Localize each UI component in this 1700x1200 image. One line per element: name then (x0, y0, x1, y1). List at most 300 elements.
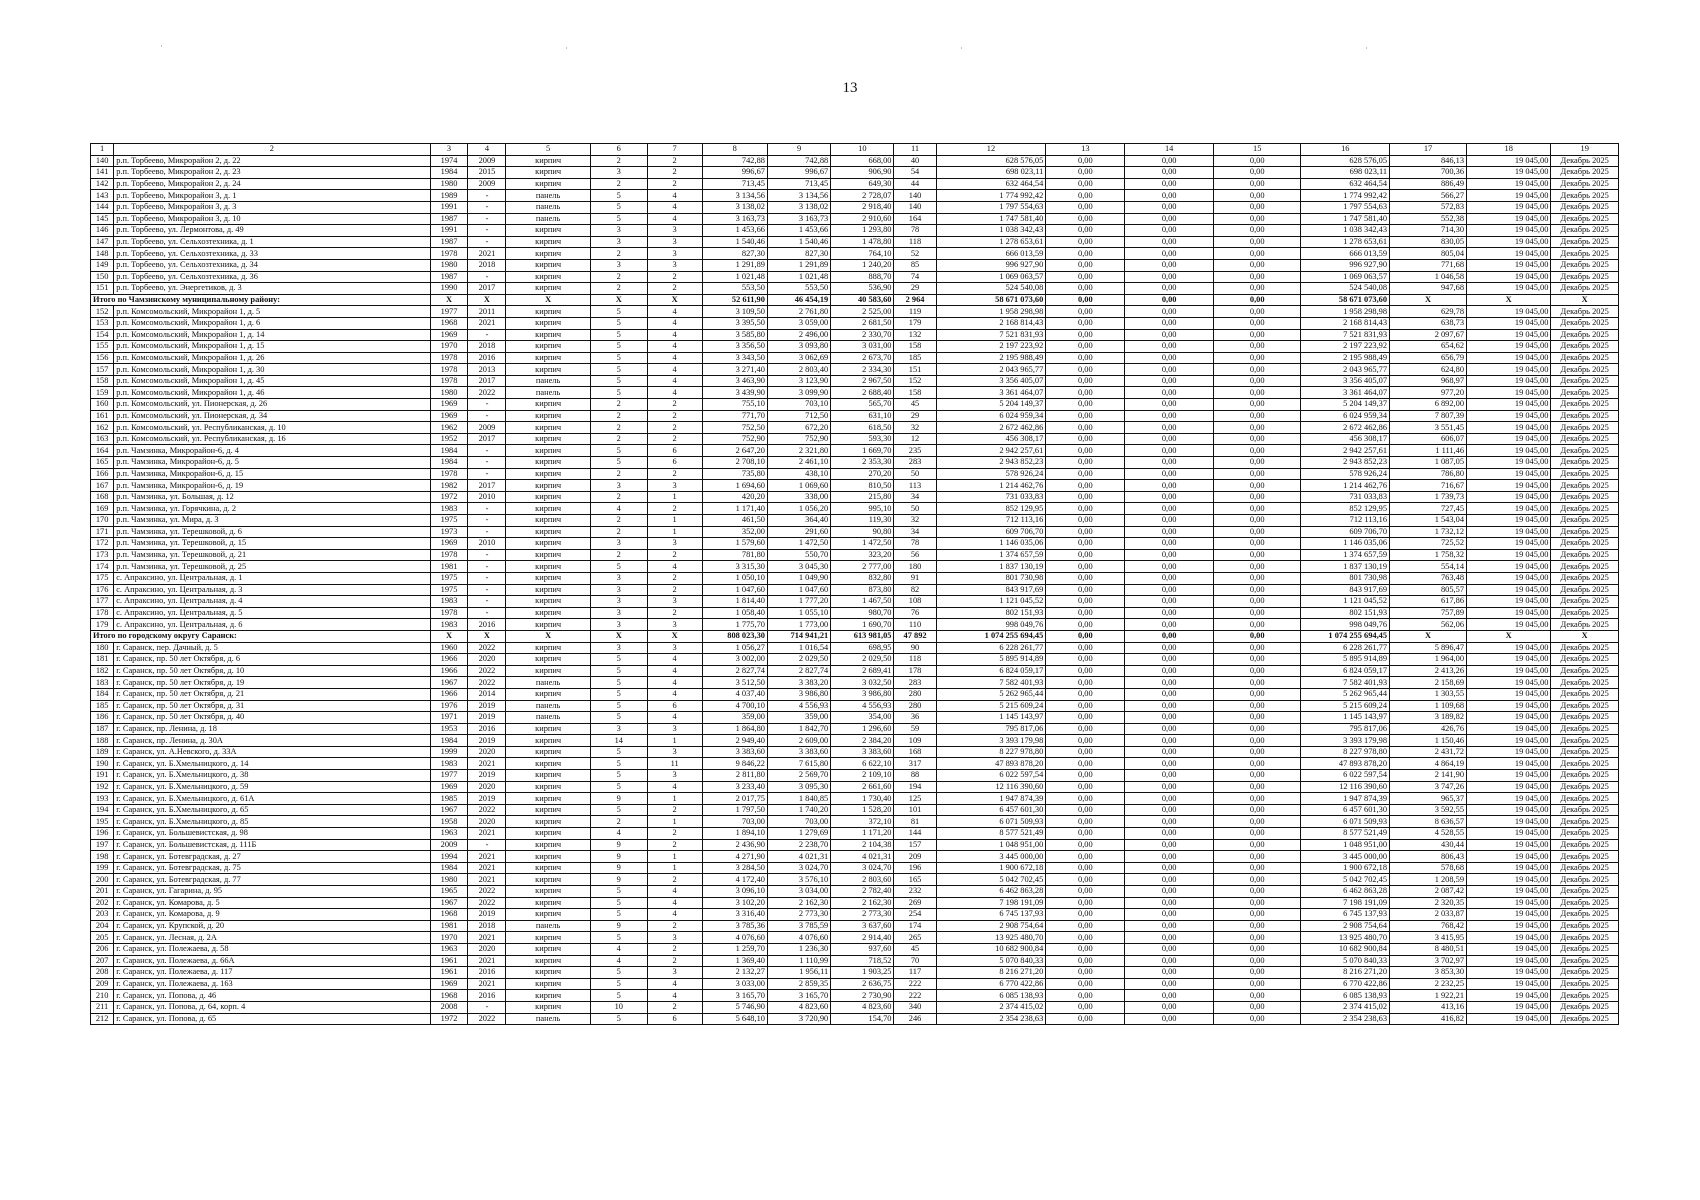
table-cell: 0,00 (1046, 201, 1125, 213)
table-cell: 1 922,21 (1390, 990, 1467, 1002)
table-cell: 0,00 (1213, 317, 1301, 329)
table-row (91, 897, 1619, 909)
table-cell: 0,00 (1046, 735, 1125, 747)
table-cell: 4 (647, 341, 702, 353)
table-cell: 109 (894, 735, 936, 747)
table-cell: 2 043 965,77 (1301, 364, 1390, 376)
table-cell: 3 637,60 (831, 920, 894, 932)
table-cell: р.п. Чамзинка, Микрорайон-6, д. 19 (114, 480, 430, 492)
table-cell: 2 168 814,43 (1301, 317, 1390, 329)
table-cell: 2 (647, 839, 702, 851)
table-cell: 1 740,20 (767, 804, 830, 816)
table-cell: кирпич (506, 422, 590, 434)
table-cell: 151 (91, 283, 114, 295)
table-row (91, 352, 1619, 364)
table-cell: 3 165,70 (767, 990, 830, 1002)
table-cell: 2 141,90 (1390, 770, 1467, 782)
table-cell: 1 038 342,43 (1301, 225, 1390, 237)
table-cell: 0,00 (1213, 364, 1301, 376)
table-cell: 3 (590, 607, 647, 619)
table-cell: 1975 (430, 515, 468, 527)
table-cell: 5 (590, 677, 647, 689)
scan-mark: ˙ (160, 44, 163, 54)
table-cell: 2 (647, 828, 702, 840)
table-cell: 165 (91, 457, 114, 469)
table-cell: 1 055,10 (767, 607, 830, 619)
table-row (91, 190, 1619, 202)
table-row (91, 642, 1619, 654)
table-cell: 178 (91, 607, 114, 619)
table-cell: Декабрь 2025 (1551, 306, 1619, 318)
table-cell: 1 374 657,59 (1301, 549, 1390, 561)
table-cell: Декабрь 2025 (1551, 955, 1619, 967)
table-cell: 1 121 045,52 (1301, 596, 1390, 608)
table-cell: 19 045,00 (1467, 619, 1551, 631)
table-cell: 3 002,00 (702, 654, 767, 666)
table-cell: 189 (91, 746, 114, 758)
table-cell: панель (506, 387, 590, 399)
table-cell: 2 (647, 955, 702, 967)
table-cell: 698 023,11 (1301, 167, 1390, 179)
table-cell: 125 (894, 793, 936, 805)
table-cell: 937,60 (831, 943, 894, 955)
table-cell: 2 461,10 (767, 457, 830, 469)
table-cell: 19 045,00 (1467, 341, 1551, 353)
table-cell: 2 647,20 (702, 445, 767, 457)
table-cell: 1 240,20 (831, 259, 894, 271)
table-cell: г. Саранск, пр. Ленина, д. 30А (114, 735, 430, 747)
table-cell: 0,00 (1125, 735, 1214, 747)
table-cell: 1972 (430, 491, 468, 503)
table-cell: 19 045,00 (1467, 886, 1551, 898)
table-cell: 5 895 914,89 (936, 654, 1046, 666)
table-cell: 1 369,40 (702, 955, 767, 967)
table-cell: 5 (590, 561, 647, 573)
table-cell: 154,70 (831, 1013, 894, 1025)
table-cell: 3 (590, 572, 647, 584)
table-cell: 211 (91, 1001, 114, 1013)
table-cell: 3 (647, 538, 702, 550)
table-cell: 3 (647, 723, 702, 735)
table-row (91, 967, 1619, 979)
table-cell: р.п. Торбеево, Микрорайон 2, д. 23 (114, 167, 430, 179)
table-cell: 802 151,93 (1301, 607, 1390, 619)
table-cell: 2 (590, 155, 647, 167)
table-cell: 4 (647, 329, 702, 341)
table-cell: 4 (647, 387, 702, 399)
table-cell: 1977 (430, 306, 468, 318)
table-cell: 3 (647, 967, 702, 979)
table-cell: 47 893 878,20 (936, 758, 1046, 770)
table-cell: 4 700,10 (702, 700, 767, 712)
table-cell: 0,00 (1213, 410, 1301, 422)
table-cell: 4 (647, 978, 702, 990)
table-cell: 0,00 (1213, 828, 1301, 840)
table-cell: р.п. Чамзинка, Микрорайон-6, д. 4 (114, 445, 430, 457)
table-cell: 2 803,40 (767, 364, 830, 376)
table-cell: 1969 (430, 399, 468, 411)
table-cell: 786,80 (1390, 468, 1467, 480)
table-cell: 0,00 (1125, 909, 1214, 921)
table-row (91, 781, 1619, 793)
table-cell: 158 (894, 387, 936, 399)
table-row (91, 236, 1619, 248)
table-row (91, 457, 1619, 469)
table-cell: 0,00 (1046, 503, 1125, 515)
table-cell: Декабрь 2025 (1551, 584, 1619, 596)
table-cell: 1981 (430, 920, 468, 932)
table-cell: 3 109,50 (702, 306, 767, 318)
table-cell: 157 (894, 839, 936, 851)
table-cell: р.п. Комсомольский, Микрорайон 1, д. 45 (114, 375, 430, 387)
table-cell: 90,80 (831, 526, 894, 538)
table-cell: с. Апраксино, ул. Центральная, д. 5 (114, 607, 430, 619)
table-cell: 0,00 (1213, 723, 1301, 735)
table-cell: 74 (894, 271, 936, 283)
table-cell: 180 (894, 561, 936, 573)
table-cell: Декабрь 2025 (1551, 770, 1619, 782)
table-cell: 2 525,00 (831, 306, 894, 318)
table-cell: 2 569,70 (767, 770, 830, 782)
table-cell: 19 045,00 (1467, 503, 1551, 515)
table-cell: 628 576,05 (936, 155, 1046, 167)
table-cell: - (468, 549, 506, 561)
table-cell: г. Саранск, ул. Комарова, д. 5 (114, 897, 430, 909)
table-cell: 1978 (430, 375, 468, 387)
table-cell: Декабрь 2025 (1551, 503, 1619, 515)
table-cell: 0,00 (1046, 387, 1125, 399)
subtotal-label: Итого по Чамзинскому муниципальному району: (91, 294, 431, 306)
table-cell: 164 (894, 213, 936, 225)
table-cell: 19 045,00 (1467, 375, 1551, 387)
table-cell: 2 (647, 584, 702, 596)
table-cell: г. Саранск, ул. Большевистская, д. 111Б (114, 839, 430, 851)
subtotal-cell: 0,00 (1046, 294, 1125, 306)
table-cell: 1974 (430, 155, 468, 167)
table-cell: 7 198 191,09 (936, 897, 1046, 909)
table-cell: 3 (647, 480, 702, 492)
table-cell: 1 214 462,76 (936, 480, 1046, 492)
table-cell: 843 917,69 (1301, 584, 1390, 596)
table-cell: 3 585,80 (702, 329, 767, 341)
table-cell: 714,30 (1390, 225, 1467, 237)
table-cell: 947,68 (1390, 283, 1467, 295)
table-cell: 3 383,60 (702, 746, 767, 758)
table-cell: 0,00 (1213, 920, 1301, 932)
table-cell: 0,00 (1213, 1013, 1301, 1025)
table-cell: 0,00 (1125, 341, 1214, 353)
table-cell: 206 (91, 943, 114, 955)
table-cell: г. Саранск, пр. 50 лет Октября, д. 21 (114, 688, 430, 700)
table-cell: 146 (91, 225, 114, 237)
table-cell: 1982 (430, 480, 468, 492)
table-cell: кирпич (506, 828, 590, 840)
table-cell: 29 (894, 410, 936, 422)
table-cell: 2 436,90 (702, 839, 767, 851)
table-cell: 0,00 (1213, 1001, 1301, 1013)
table-cell: 3 383,60 (767, 746, 830, 758)
table-cell: Декабрь 2025 (1551, 851, 1619, 863)
table-cell: Декабрь 2025 (1551, 178, 1619, 190)
table-cell: 565,70 (831, 399, 894, 411)
table-cell: - (468, 236, 506, 248)
table-cell: 194 (894, 781, 936, 793)
table-cell: 117 (894, 967, 936, 979)
table-cell: 562,06 (1390, 619, 1467, 631)
table-cell: г. Саранск, ул. Гагарина, д. 95 (114, 886, 430, 898)
table-cell: 2 (647, 283, 702, 295)
table-cell: р.п. Комсомольский, ул. Пионерская, д. 26 (114, 399, 430, 411)
table-cell: р.п. Комсомольский, Микрорайон 1, д. 15 (114, 341, 430, 353)
table-cell: р.п. Комсомольский, Микрорайон 1, д. 30 (114, 364, 430, 376)
table-cell: 2017 (468, 433, 506, 445)
table-cell: 0,00 (1046, 572, 1125, 584)
table-cell: 1 956,11 (767, 967, 830, 979)
table-cell: 1984 (430, 445, 468, 457)
table-cell: 886,49 (1390, 178, 1467, 190)
table-cell: 254 (894, 909, 936, 921)
table-cell: 735,80 (702, 468, 767, 480)
table-cell: 5 (590, 886, 647, 898)
table-cell: 5 (590, 213, 647, 225)
table-row (91, 503, 1619, 515)
table-cell: 5 204 149,37 (936, 399, 1046, 411)
table-cell: 5 (590, 804, 647, 816)
table-cell: кирпич (506, 839, 590, 851)
table-cell: - (468, 190, 506, 202)
table-cell: 0,00 (1213, 491, 1301, 503)
table-cell: г. Саранск, ул. Ботевградская, д. 27 (114, 851, 430, 863)
table-cell: 553,50 (702, 283, 767, 295)
table-cell: 174 (894, 920, 936, 932)
table-cell: Декабрь 2025 (1551, 700, 1619, 712)
table-row (91, 862, 1619, 874)
table-cell: Декабрь 2025 (1551, 538, 1619, 550)
table-cell: 0,00 (1213, 561, 1301, 573)
table-cell: 7 198 191,09 (1301, 897, 1390, 909)
table-cell: 3 512,50 (702, 677, 767, 689)
table-cell: 2017 (468, 480, 506, 492)
table-cell: 2018 (468, 920, 506, 932)
table-cell: 0,00 (1046, 607, 1125, 619)
table-cell: 3 (590, 619, 647, 631)
table-cell: р.п. Чамзинка, Микрорайон-6, д. 15 (114, 468, 430, 480)
table-cell: 188 (91, 735, 114, 747)
table-cell: 0,00 (1125, 828, 1214, 840)
table-row (91, 607, 1619, 619)
table-cell: 2 (647, 271, 702, 283)
table-cell: 14 (590, 735, 647, 747)
table-cell: Декабрь 2025 (1551, 329, 1619, 341)
table-cell: кирпич (506, 306, 590, 318)
table-cell: 1969 (430, 410, 468, 422)
table-cell: г. Саранск, пр. 50 лет Октября, д. 31 (114, 700, 430, 712)
table-cell: 32 (894, 515, 936, 527)
table-cell: 888,70 (831, 271, 894, 283)
table-cell: 2009 (430, 839, 468, 851)
table-cell: 19 045,00 (1467, 700, 1551, 712)
table-cell: 5 (590, 781, 647, 793)
table-cell: 2 672 462,86 (936, 422, 1046, 434)
table-cell: 0,00 (1125, 283, 1214, 295)
table-cell: 5 (590, 445, 647, 457)
table-cell: 1975 (430, 584, 468, 596)
table-cell: 727,45 (1390, 503, 1467, 515)
table-cell: 2 689,41 (831, 665, 894, 677)
table-cell: 0,00 (1213, 480, 1301, 492)
table-cell: - (468, 445, 506, 457)
table-cell: - (468, 457, 506, 469)
table-cell: 827,30 (702, 248, 767, 260)
table-cell: 4 (647, 688, 702, 700)
table-cell: Декабрь 2025 (1551, 897, 1619, 909)
table-cell: 118 (894, 654, 936, 666)
subtotal-cell: 52 611,90 (702, 294, 767, 306)
table-cell: 2019 (468, 700, 506, 712)
table-cell: 76 (894, 607, 936, 619)
table-cell: 1 110,99 (767, 955, 830, 967)
table-row (91, 700, 1619, 712)
table-cell: кирпич (506, 225, 590, 237)
table-cell: 998 049,76 (1301, 619, 1390, 631)
table-cell: 566,27 (1390, 190, 1467, 202)
table-cell: 78 (894, 225, 936, 237)
table-cell: 2008 (430, 1001, 468, 1013)
table-cell: 0,00 (1125, 236, 1214, 248)
table-cell: 0,00 (1213, 271, 1301, 283)
table-cell: 1966 (430, 654, 468, 666)
table-cell: р.п. Торбеево, ул. Сельхозтехника, д. 36 (114, 271, 430, 283)
table-cell: 2 (647, 167, 702, 179)
subtotal-cell: 0,00 (1046, 630, 1125, 642)
table-cell: 52 (894, 248, 936, 260)
column-number-cell: 11 (894, 144, 936, 156)
table-cell: 0,00 (1125, 375, 1214, 387)
table-cell: 0,00 (1213, 897, 1301, 909)
table-cell: 3 (590, 259, 647, 271)
table-cell: 1 021,48 (702, 271, 767, 283)
table-cell: 1967 (430, 804, 468, 816)
table-cell: 0,00 (1125, 654, 1214, 666)
table-cell: 280 (894, 700, 936, 712)
table-cell: 0,00 (1213, 549, 1301, 561)
table-cell: - (468, 468, 506, 480)
table-cell: 149 (91, 259, 114, 271)
table-cell: 19 045,00 (1467, 538, 1551, 550)
table-cell: 0,00 (1046, 167, 1125, 179)
table-cell: 0,00 (1046, 1013, 1125, 1025)
table-cell: 2 (647, 874, 702, 886)
column-number-cell: 7 (647, 144, 702, 156)
table-cell: 4 (590, 503, 647, 515)
scan-mark: ˙ (565, 46, 568, 56)
table-cell: 19 045,00 (1467, 561, 1551, 573)
table-cell: 3 395,50 (702, 317, 767, 329)
table-cell: 4 823,60 (767, 1001, 830, 1013)
table-cell: Декабрь 2025 (1551, 457, 1619, 469)
table-cell: 78 (894, 538, 936, 550)
table-cell: 201 (91, 886, 114, 898)
table-cell: 209 (91, 978, 114, 990)
subtotal-cell: 46 454,19 (767, 294, 830, 306)
table-cell: 5 (590, 712, 647, 724)
table-cell: 4 (647, 306, 702, 318)
table-cell: р.п. Торбеево, ул. Лермонтова, д. 49 (114, 225, 430, 237)
table-cell: 4 (590, 943, 647, 955)
table-cell: 0,00 (1125, 712, 1214, 724)
table-cell: 1 797,50 (702, 804, 767, 816)
table-cell: 3 592,55 (1390, 804, 1467, 816)
table-cell: 4 076,60 (767, 932, 830, 944)
table-cell: 19 045,00 (1467, 816, 1551, 828)
table-cell: 0,00 (1046, 271, 1125, 283)
table-cell: 2 (647, 399, 702, 411)
table-cell: г. Саранск, ул. Ботевградская, д. 75 (114, 862, 430, 874)
table-cell: кирпич (506, 654, 590, 666)
subtotal-cell: 0,00 (1213, 294, 1301, 306)
table-cell: 752,90 (702, 433, 767, 445)
table-cell: панель (506, 201, 590, 213)
table-cell: Декабрь 2025 (1551, 804, 1619, 816)
table-cell: 0,00 (1213, 259, 1301, 271)
table-cell: г. Саранск, ул. Лесная, д. 2А (114, 932, 430, 944)
table-cell: 0,00 (1125, 352, 1214, 364)
table-cell: Декабрь 2025 (1551, 341, 1619, 353)
table-cell: 174 (91, 561, 114, 573)
table-cell: 977,20 (1390, 387, 1467, 399)
table-cell: Декабрь 2025 (1551, 433, 1619, 445)
table-row (91, 341, 1619, 353)
column-number-cell: 15 (1213, 144, 1301, 156)
table-cell: 5 (590, 746, 647, 758)
table-cell: 725,52 (1390, 538, 1467, 550)
table-cell: 0,00 (1046, 978, 1125, 990)
table-cell: 0,00 (1213, 155, 1301, 167)
table-cell: Декабрь 2025 (1551, 317, 1619, 329)
table-cell: 372,10 (831, 816, 894, 828)
table-cell: 4 (647, 561, 702, 573)
table-cell: 10 682 900,84 (936, 943, 1046, 955)
table-cell: Декабрь 2025 (1551, 758, 1619, 770)
table-cell: Декабрь 2025 (1551, 468, 1619, 480)
table-cell: 742,88 (702, 155, 767, 167)
table-cell: 1 540,46 (767, 236, 830, 248)
table-cell: 4 556,93 (767, 700, 830, 712)
table-cell: 771,70 (702, 410, 767, 422)
table-cell: 19 045,00 (1467, 515, 1551, 527)
table-cell: 1 259,70 (702, 943, 767, 955)
table-cell: р.п. Чамзинка, ул. Терешковой, д. 15 (114, 538, 430, 550)
table-cell: 3 747,26 (1390, 781, 1467, 793)
table-cell: 40 (894, 155, 936, 167)
subtotal-row (91, 294, 1619, 306)
table-cell: 1984 (430, 735, 468, 747)
table-cell: 1 047,60 (702, 584, 767, 596)
table-cell: 456 308,17 (936, 433, 1046, 445)
table-cell: 755,10 (702, 399, 767, 411)
table-cell: Декабрь 2025 (1551, 862, 1619, 874)
table-cell: 0,00 (1046, 178, 1125, 190)
table-cell: 4 076,60 (702, 932, 767, 944)
table-cell: 3 033,00 (702, 978, 767, 990)
table-cell: кирпич (506, 317, 590, 329)
table-cell: 536,90 (831, 283, 894, 295)
table-cell: 1987 (430, 236, 468, 248)
table-cell: 1 021,48 (767, 271, 830, 283)
table-cell: 1984 (430, 167, 468, 179)
table-cell: 0,00 (1125, 503, 1214, 515)
table-cell: 19 045,00 (1467, 549, 1551, 561)
